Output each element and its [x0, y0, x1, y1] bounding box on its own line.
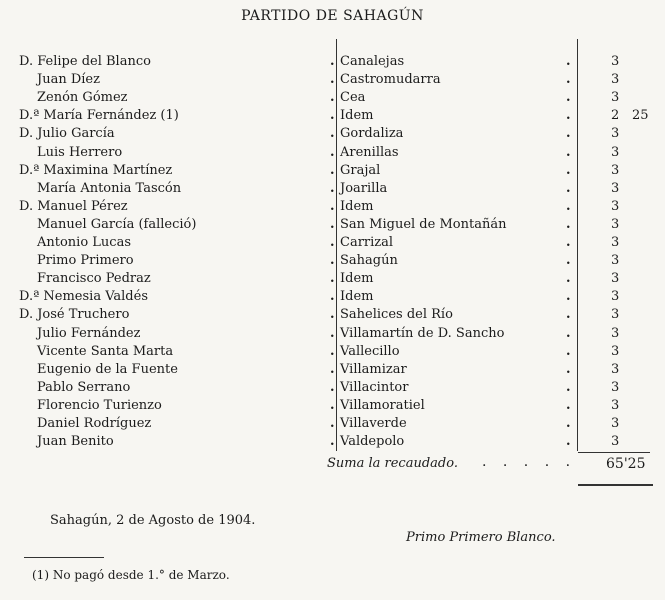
signature: Primo Primero Blanco.	[406, 530, 556, 545]
amount-value: 3	[611, 361, 620, 377]
leader-dot: .	[330, 198, 335, 214]
leader-dot: .	[566, 162, 571, 178]
place-name: Villacintor	[340, 379, 409, 395]
amount-value: 3	[611, 307, 620, 323]
table-row	[0, 234, 665, 252]
place-name: Sahelices del Río	[340, 307, 453, 323]
contributor-name: Zenón Gómez	[37, 90, 128, 106]
amount-value: 3	[611, 144, 620, 160]
amount-value: 3	[611, 416, 620, 431]
table-row	[0, 306, 665, 324]
page-title: PARTIDO DE SAHAGÚN	[241, 8, 424, 24]
leader-dot: .	[330, 72, 335, 88]
table-row	[0, 379, 665, 397]
amount-value: 2	[611, 108, 620, 124]
amount-value: 3	[611, 235, 620, 250]
contributor-name: D. Manuel Pérez	[19, 198, 128, 214]
table-row	[0, 415, 665, 433]
leader-dot: .	[566, 144, 571, 160]
leader-dot: .	[330, 379, 335, 395]
table-row	[0, 107, 665, 125]
leader-dot: .	[330, 361, 335, 377]
total-top-rule	[578, 452, 650, 453]
document-date: Sahagún, 2 de Agosto de 1904.	[50, 513, 256, 528]
contributor-name: Juan Díez	[37, 72, 100, 88]
contributor-name: Florencio Turienzo	[37, 397, 162, 413]
contributor-name: Daniel Rodríguez	[37, 416, 152, 431]
total-bottom-rule	[578, 484, 653, 486]
amount-value: 3	[611, 126, 620, 142]
leader-dot: .	[566, 72, 571, 88]
contributor-name: D.ª María Fernández (1)	[19, 108, 179, 124]
table-row	[0, 288, 665, 306]
place-name: Idem	[340, 108, 374, 124]
place-name: Grajal	[340, 162, 381, 178]
table-row	[0, 180, 665, 198]
leader-dot: .	[566, 343, 571, 359]
amount-value: 3	[611, 289, 620, 305]
leader-dot: .	[330, 343, 335, 359]
table-row	[0, 162, 665, 180]
table-row	[0, 125, 665, 143]
total-value: 65'25	[606, 456, 646, 472]
contributor-name: D.ª Maximina Martínez	[19, 162, 173, 178]
leader-dot: .	[330, 216, 335, 232]
leader-dot: .	[566, 325, 571, 341]
contributor-name: Juan Benito	[37, 434, 114, 450]
leader-dot: .	[566, 307, 571, 323]
leader-dot: .	[330, 397, 335, 413]
leader-dot: .	[330, 144, 335, 160]
amount-value: 3	[611, 325, 620, 341]
leader-dot: .	[330, 235, 335, 250]
place-name: Carrizal	[340, 235, 394, 250]
footnote: (1) No pagó desde 1.° de Marzo.	[32, 568, 230, 582]
leader-dot: .	[566, 108, 571, 124]
contributor-name: Antonio Lucas	[37, 235, 132, 250]
place-name: Villamizar	[340, 361, 407, 377]
place-name: Cea	[340, 90, 366, 106]
total-label: Suma la recaudado.	[327, 456, 458, 471]
leader-dot: .	[566, 361, 571, 377]
place-name: Idem	[340, 271, 374, 287]
leader-dot: .	[566, 271, 571, 287]
leader-dot: .	[330, 180, 335, 196]
leader-dot: .	[566, 216, 571, 232]
leader-dot: .	[330, 162, 335, 178]
table-row	[0, 361, 665, 379]
footnote-rule	[24, 557, 104, 558]
place-name: Valdepolo	[340, 434, 405, 450]
table-row	[0, 343, 665, 361]
leader-dot: .	[566, 235, 571, 250]
contributor-name: María Antonia Tascón	[37, 180, 182, 196]
place-name: Gordaliza	[340, 126, 404, 142]
place-name: Joarilla	[340, 180, 388, 196]
table-row	[0, 433, 665, 451]
table-row	[0, 89, 665, 107]
leader-dot: .	[566, 126, 571, 142]
table-row	[0, 216, 665, 234]
contributor-name: Eugenio de la Fuente	[37, 361, 178, 377]
contributor-name: Primo Primero	[37, 253, 134, 269]
contributor-name: D. José Truchero	[19, 307, 130, 323]
place-name: San Miguel de Montañán	[340, 216, 507, 232]
leader-dot: .	[566, 434, 571, 450]
amount-value: 3	[611, 90, 620, 106]
place-name: Castromudarra	[340, 72, 441, 88]
place-name: Idem	[340, 289, 374, 305]
leader-dot: .	[566, 289, 571, 305]
amount-value: 3	[611, 397, 620, 413]
leader-dot: .	[566, 416, 571, 431]
total-leader-dots: . . . . .	[482, 454, 577, 470]
table-row	[0, 198, 665, 216]
leader-dot: .	[566, 180, 571, 196]
contributor-name: D. Julio García	[19, 126, 115, 142]
subtotal-value: 25	[632, 108, 649, 124]
amount-value: 3	[611, 216, 620, 232]
contributor-name: Manuel García (falleció)	[37, 216, 197, 232]
place-name: Villamoratiel	[340, 397, 425, 413]
leader-dot: .	[330, 90, 335, 106]
table-row	[0, 71, 665, 89]
amount-value: 3	[611, 162, 620, 178]
amount-value: 3	[611, 72, 620, 88]
amount-value: 3	[611, 343, 620, 359]
place-name: Sahagún	[340, 253, 398, 269]
place-name: Villaverde	[340, 416, 407, 431]
leader-dot: .	[566, 54, 571, 69]
leader-dot: .	[330, 271, 335, 287]
contributor-name: Vicente Santa Marta	[37, 343, 174, 359]
place-name: Vallecillo	[340, 343, 400, 359]
leader-dot: .	[330, 325, 335, 341]
table-row	[0, 397, 665, 415]
place-name: Idem	[340, 198, 374, 214]
amount-value: 3	[611, 379, 620, 395]
leader-dot: .	[566, 90, 571, 106]
leader-dot: .	[330, 126, 335, 142]
amount-value: 3	[611, 253, 620, 269]
leader-dot: .	[566, 397, 571, 413]
amount-value: 3	[611, 271, 620, 287]
amount-value: 3	[611, 434, 620, 450]
place-name: Arenillas	[340, 144, 399, 160]
leader-dot: .	[330, 434, 335, 450]
amount-value: 3	[611, 198, 620, 214]
amount-value: 3	[611, 180, 620, 196]
leader-dot: .	[566, 379, 571, 395]
contributor-name: Francisco Pedraz	[37, 271, 151, 287]
contributor-name: Julio Fernández	[37, 325, 141, 341]
contributor-name: D. Felipe del Blanco	[19, 54, 151, 69]
place-name: Canalejas	[340, 54, 405, 69]
amount-value: 3	[611, 54, 620, 69]
table-row	[0, 270, 665, 288]
contributor-name: D.ª Nemesia Valdés	[19, 289, 148, 305]
contributor-name: Luis Herrero	[37, 144, 123, 160]
leader-dot: .	[330, 253, 335, 269]
leader-dot: .	[330, 289, 335, 305]
table-row	[0, 252, 665, 270]
contributor-name: Pablo Serrano	[37, 379, 131, 395]
table-row	[0, 144, 665, 162]
leader-dot: .	[330, 108, 335, 124]
leader-dot: .	[566, 253, 571, 269]
leader-dot: .	[566, 198, 571, 214]
table-row	[0, 325, 665, 343]
table-row	[0, 53, 665, 71]
leader-dot: .	[330, 416, 335, 431]
place-name: Villamartín de D. Sancho	[340, 325, 505, 341]
leader-dot: .	[330, 307, 335, 323]
leader-dot: .	[330, 54, 335, 69]
